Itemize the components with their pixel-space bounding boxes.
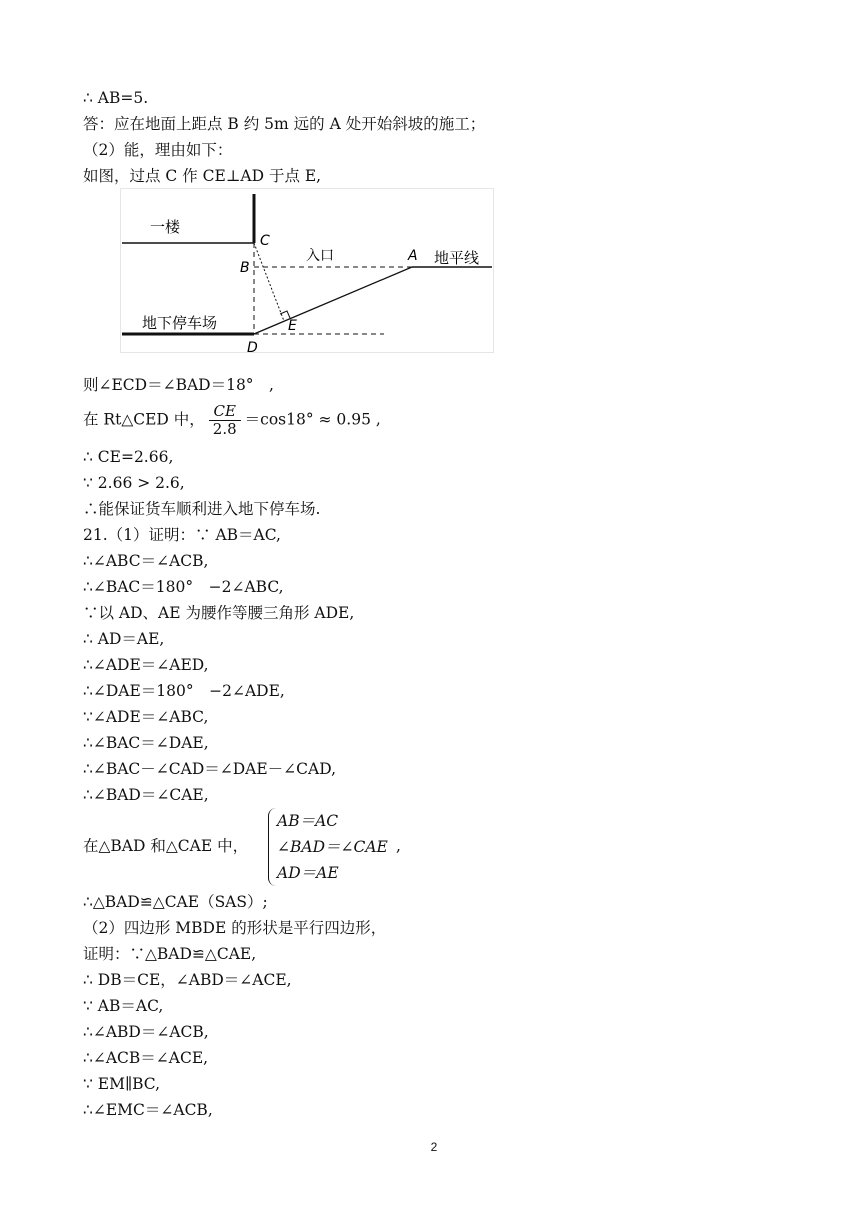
label-horizon: 地平线	[434, 249, 480, 267]
text-line-17: ∵∠ADE＝∠ABC,	[83, 708, 209, 726]
text-line-7: ∴ CE=2.66,	[83, 448, 174, 466]
text-line-25: ∴ DB＝CE，∠ABD＝∠ACE,	[83, 971, 292, 989]
cos-expression: ＝cos18° ≈ 0.95 ,	[244, 410, 381, 429]
text-line-12: ∴∠BAC＝180° −2∠ABC,	[83, 578, 284, 596]
system-row-1: AB＝AC	[277, 812, 339, 830]
text-line-27: ∴∠ABD＝∠ACB,	[83, 1023, 209, 1041]
text-line-16: ∴∠DAE＝180° −2∠ADE,	[83, 682, 285, 700]
fraction-ce	[209, 403, 241, 438]
text-line-1: ∴ AB=5.	[83, 89, 149, 107]
text-line-15: ∴∠ADE＝∠AED,	[83, 656, 209, 674]
text-line-13: ∵以 AD、AE 为腰作等腰三角形 ADE,	[83, 604, 355, 622]
text-line-2: 答：应在地面上距点 B 约 5m 远的 A 处开始斜坡的施工；	[83, 115, 486, 133]
page-number: 2	[430, 1140, 438, 1154]
text-line-6	[83, 403, 381, 438]
label-entrance: 入口	[306, 248, 334, 264]
text-line-28: ∴∠ACB＝∠ACE,	[83, 1049, 209, 1067]
label-D: D	[247, 340, 258, 356]
fraction-numerator: CE	[209, 403, 241, 421]
text-line-5: 则∠ECD＝∠BAD＝18° ,	[83, 376, 274, 394]
text-line-22: ∴△BAD≌△CAE（SAS）;	[83, 893, 268, 911]
text-line-19: ∴∠BAC－∠CAD＝∠DAE－∠CAD,	[83, 760, 337, 778]
text-line-9: ∴能保证货车顺利进入地下停车场.	[83, 500, 321, 518]
fraction-denominator: 2.8	[212, 420, 237, 438]
text-line-29: ∵ EM∥BC,	[83, 1075, 161, 1093]
text-line-30: ∴∠EMC＝∠ACB,	[83, 1101, 213, 1119]
system-row-2: ∠BAD＝∠CAE	[277, 838, 388, 856]
text-line-4: 如图，过点 C 作 CE⊥AD 于点 E,	[83, 167, 322, 185]
rt-triangle-label: 在 Rt△CED 中，	[83, 410, 205, 429]
text-line-3: （2）能，理由如下：	[83, 141, 233, 159]
text-line-26: ∵ AB＝AC,	[83, 997, 164, 1015]
text-line-11: ∴∠ABC＝∠ACB,	[83, 552, 209, 570]
equation-system	[268, 808, 388, 886]
text-line-10: 21.（1）证明：∵ AB＝AC,	[83, 526, 281, 544]
text-line-20: ∴∠BAD＝∠CAE,	[83, 786, 209, 804]
geometry-figure	[120, 188, 500, 360]
text-line-18: ∴∠BAC＝∠DAE,	[83, 734, 209, 752]
system-row-3: AD＝AE	[277, 864, 339, 882]
text-line-8: ∵ 2.66 > 2.6,	[83, 474, 185, 492]
dotted-CE	[254, 243, 284, 321]
label-E: E	[288, 318, 297, 334]
label-floor1: 一楼	[150, 218, 181, 236]
label-A: A	[408, 248, 418, 264]
label-C: C	[260, 233, 270, 249]
label-B: B	[240, 260, 250, 276]
slope-AD	[254, 267, 412, 334]
text-line-23: （2）四边形 MBDE 的形状是平行四边形，	[83, 919, 387, 937]
text-line-14: ∴ AD＝AE,	[83, 630, 165, 648]
label-parking: 地下停车场	[142, 314, 218, 332]
text-line-21: 在△BAD 和△CAE 中，	[83, 837, 249, 855]
system-tail: ,	[396, 837, 401, 855]
text-line-24: 证明：∵△BAD≌△CAE,	[83, 945, 257, 963]
